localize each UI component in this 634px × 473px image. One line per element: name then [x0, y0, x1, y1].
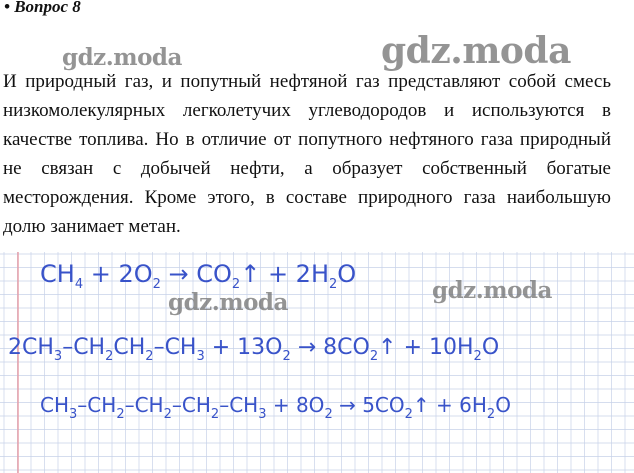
answer-text: И природный газ, и попутный нефтяной газ представляют собой смесь низкомолекулярных легколетучих углеводородов и используются в качестве топлива. Но в отличие от попутного нефтяного газа природный не связан с добычей нефти, а образует собственный богатые месторождения. Кроме этого, в составе природного газа наибольшую долю занимает метан.	[3, 71, 611, 237]
equation-2: $2CH_3-CH_2CH_2-CH_3 + 13O_2$ → $8CO_2↑ + 10H_2O$	[8, 335, 500, 364]
question-heading: • Вопрос 8	[4, 0, 81, 16]
watermark: gdz.moda	[381, 30, 571, 72]
equation-1: $CH_4 + 2O_2$ → $CO_2↑ + 2H_2O$	[40, 260, 357, 292]
watermark: gdz.moda	[432, 277, 552, 304]
watermark: gdz.moda	[62, 44, 182, 71]
equation-3: $CH_3-CH_2-CH_2-CH_2-CH_3 + 8O_2$ → $5CO_2↑ + 6H_2O$	[40, 393, 511, 422]
watermark: gdz.moda	[168, 289, 288, 316]
